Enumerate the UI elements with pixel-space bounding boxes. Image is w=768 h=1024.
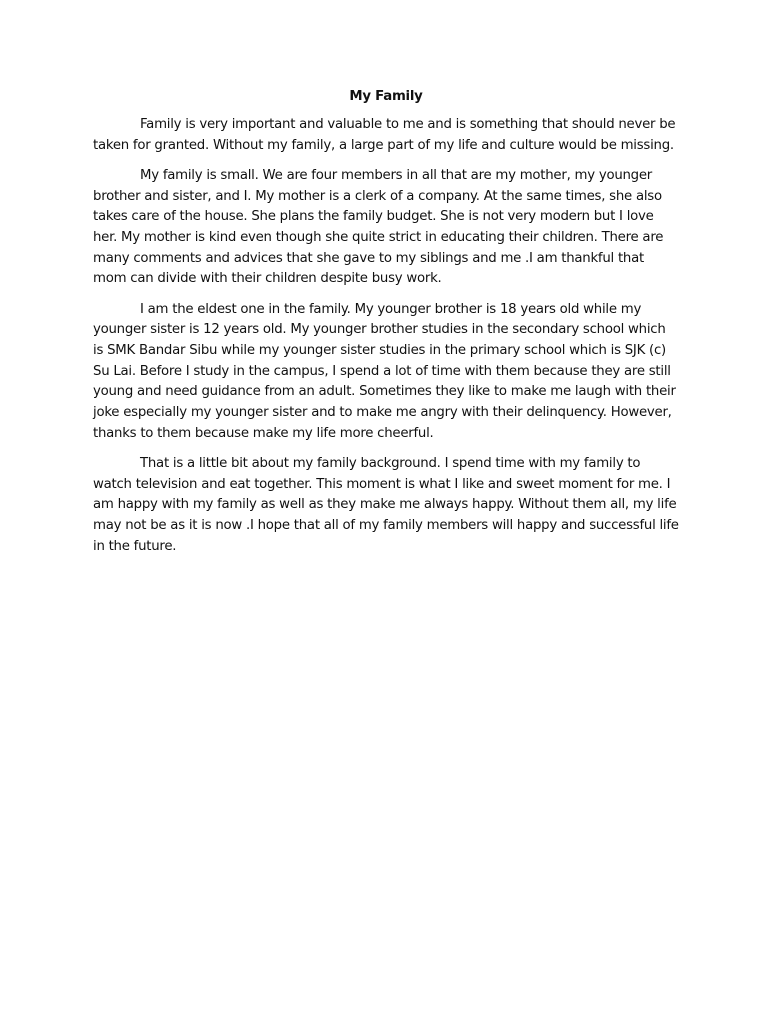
paragraph-1: Family is very important and valuable to me and is something that should never be taken for granted. Without my family, a large part of my life and culture would be missing.	[93, 117, 676, 153]
paragraph-2: My family is small. We are four members in all that are my mother, my younger brother and sister, and I. My mother is a clerk of a company. At the same times, she also takes care of the house. She plans the family budget. She is not very modern but I love her. My mother is kind even though she quite strict in educating their children. There are many comments and advices that she gave to my siblings and me .I am thankful that mom can divide with their children despite busy work.	[93, 167, 664, 287]
paragraph-4: That is a little bit about my family background. I spend time with my family to watch television and eat together. This moment is what I like and sweet moment for me. I am happy with my family as well as they make me always happy. Without them all, my life may not be as it is now .I hope that all of my family members will happy and successful life in the future.	[93, 456, 679, 554]
document-body	[93, 86, 679, 567]
document-title: My Family	[349, 89, 423, 104]
paragraph-3: I am the eldest one in the family. My younger brother is 18 years old while my younger sister is 12 years old. My younger brother studies in the secondary school which is SMK Bandar Sibu while my younger sister studies in the primary school which is SJK (c) Su Lai. Before I study in the campus, I spend a lot of time with them because they are still young and need guidance from an adult. Sometimes they like to make me laugh with their joke especially my younger sister and to make me angry with their delinquency. However, thanks to them because make my life more cheerful.	[93, 301, 676, 441]
